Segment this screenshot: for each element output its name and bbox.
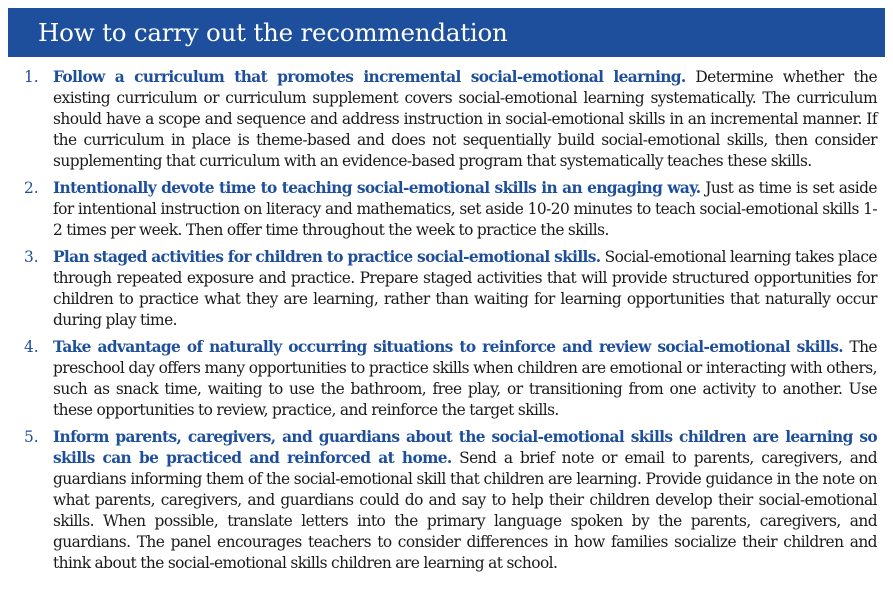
recommendation-step: [0, 67, 893, 172]
step-number: 1.: [24, 68, 39, 86]
step-lead: Take advantage of naturally occurring situations to reinforce and review social-emotional skills.: [53, 338, 843, 356]
recommendation-step: [0, 178, 893, 241]
step-number: 4.: [24, 338, 39, 356]
step-lead: Intentionally devote time to teaching social-emotional skills in an engaging way.: [53, 179, 701, 197]
recommendation-steps-list: [0, 67, 893, 580]
section-title: How to carry out the recommendation: [38, 18, 508, 47]
step-number: 5.: [24, 428, 39, 446]
recommendation-step: [0, 337, 893, 421]
recommendation-step: [0, 247, 893, 331]
section-header-bar: [8, 8, 885, 57]
step-body: Social-emotional learning takes place through repeated exposure and practice. Prepare staged activities that will provide structured opportunities for children to practice what they are learning, rather than waiting for learning opportunities that naturally occur during play time.: [53, 248, 877, 329]
step-body: The preschool day offers many opportunities to practice skills when children are emotional or interacting with others, such as snack time, waiting to use the bathroom, free play, or transitioning from one activity to another. Use these opportunities to review, practice, and reinforce the target skills.: [53, 338, 877, 419]
step-body: Just as time is set aside for intentional instruction on literacy and mathematics, set aside 10-20 minutes to teach social-emotional skills 1-2 times per week. Then offer time throughout the week to practice the skills.: [53, 179, 877, 239]
step-body: Send a brief note or email to parents, caregivers, and guardians informing them of the social-emotional skill that children are learning. Provide guidance in the note on what parents, caregivers, and guardians could do and say to help their children develop their social-emotional skills. When possible, translate letters into the primary language spoken by the parents, caregivers, and guardians. The panel encourages teachers to consider differences in how families socialize their children and think about the social-emotional skills children are learning at school.: [53, 449, 878, 572]
step-lead: Follow a curriculum that promotes incremental social-emotional learning.: [53, 68, 686, 86]
step-body: Determine whether the existing curriculum or curriculum supplement covers social-emotional learning systematically. The curriculum should have a scope and sequence and address instruction in social-emotional skills in an incremental manner. If the curriculum in place is theme-based and does not sequentially build social-emotional skills, then consider supplementing that curriculum with an evidence-based program that systematically teaches these skills.: [53, 68, 878, 170]
step-number: 3.: [24, 248, 39, 266]
step-number: 2.: [24, 179, 39, 197]
step-lead: Plan staged activities for children to practice social-emotional skills.: [53, 248, 601, 266]
step-lead: Inform parents, caregivers, and guardians about the social-emotional skills children are learning so skills can be practiced and reinforced at home.: [53, 428, 877, 467]
recommendation-step: [0, 427, 893, 574]
